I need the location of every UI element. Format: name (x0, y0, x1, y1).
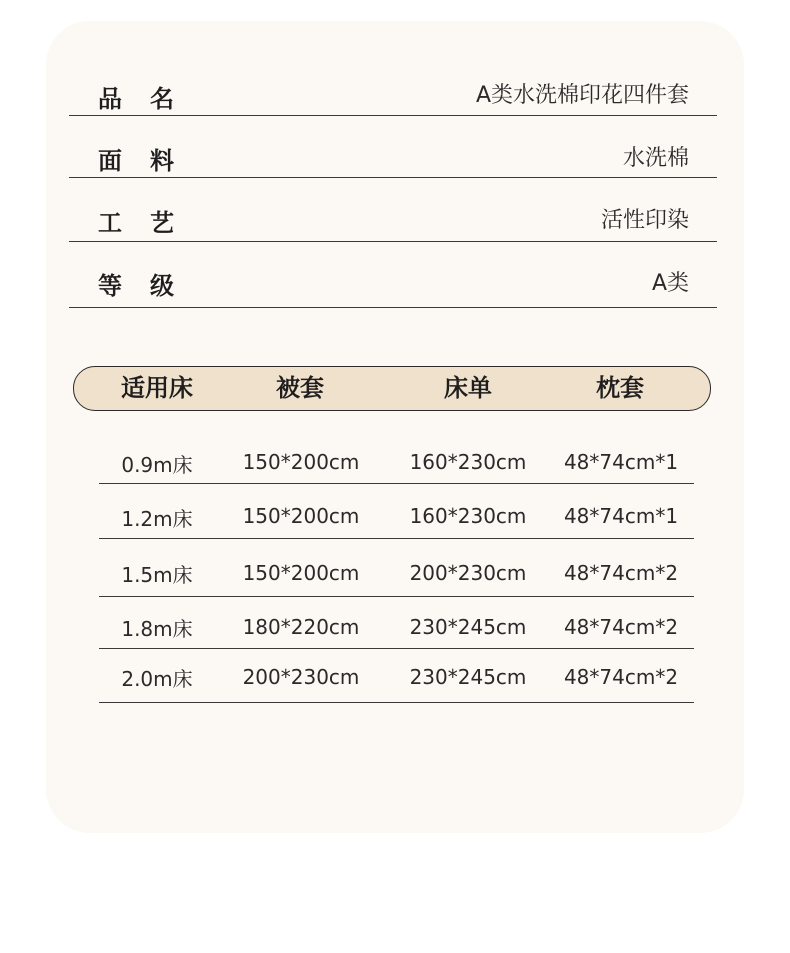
spec-label (97, 266, 175, 301)
spec-value: 活性印染 (600, 208, 689, 233)
spec-label (97, 203, 175, 238)
cell-bed-sheet: 160*230cm (409, 450, 527, 474)
header-pillowcase: 枕套 (596, 374, 644, 402)
cell-bed-sheet: 230*245cm (409, 665, 527, 689)
cell-pillowcase: 48*74cm*2 (563, 615, 679, 639)
cell-duvet-cover: 150*200cm (242, 561, 360, 585)
cell-pillowcase: 48*74cm*2 (563, 665, 679, 689)
header-duvet-cover: 被套 (276, 374, 324, 402)
cell-pillowcase: 48*74cm*1 (563, 504, 679, 528)
table-row (99, 430, 694, 484)
spec-value: A类 (651, 271, 689, 296)
cell-duvet-cover: 150*200cm (242, 450, 360, 474)
spec-label-char: 工 (98, 209, 122, 237)
spec-label-char: 级 (150, 272, 174, 300)
cell-bed-sheet: 160*230cm (409, 504, 527, 528)
cell-bed-sheet: 230*245cm (409, 615, 527, 639)
cell-duvet-cover: 180*220cm (242, 615, 360, 639)
cell-pillowcase: 48*74cm*2 (563, 561, 679, 585)
cell-bed-size: 1.5m床 (121, 563, 193, 587)
spec-label-char: 名 (150, 85, 174, 113)
spec-label-char: 艺 (150, 209, 174, 237)
spec-label-char: 品 (98, 85, 122, 113)
spec-row-grade (69, 242, 717, 308)
table-row (99, 484, 694, 539)
spec-label-char: 面 (98, 147, 122, 175)
header-bed-sheet: 床单 (444, 374, 492, 402)
table-row (99, 649, 694, 703)
cell-duvet-cover: 200*230cm (242, 665, 360, 689)
size-table-header (73, 366, 711, 411)
cell-bed-size: 0.9m床 (121, 453, 193, 477)
spec-label (97, 141, 175, 176)
table-row (99, 539, 694, 597)
spec-value: A类水洗棉印花四件套 (475, 83, 689, 108)
spec-label-char: 料 (150, 147, 174, 175)
spec-value: 水洗棉 (622, 146, 689, 171)
cell-bed-size: 2.0m床 (121, 667, 193, 691)
cell-duvet-cover: 150*200cm (242, 504, 360, 528)
spec-label-char: 等 (98, 272, 122, 300)
cell-bed-sheet: 200*230cm (409, 561, 527, 585)
header-bed-size: 适用床 (121, 374, 193, 402)
spec-row-fabric (69, 116, 717, 178)
cell-pillowcase: 48*74cm*1 (563, 450, 679, 474)
spec-row-name (69, 70, 717, 116)
spec-label (97, 79, 175, 114)
spec-row-craft (69, 178, 717, 242)
cell-bed-size: 1.8m床 (121, 617, 193, 641)
table-row (99, 597, 694, 649)
cell-bed-size: 1.2m床 (121, 507, 193, 531)
